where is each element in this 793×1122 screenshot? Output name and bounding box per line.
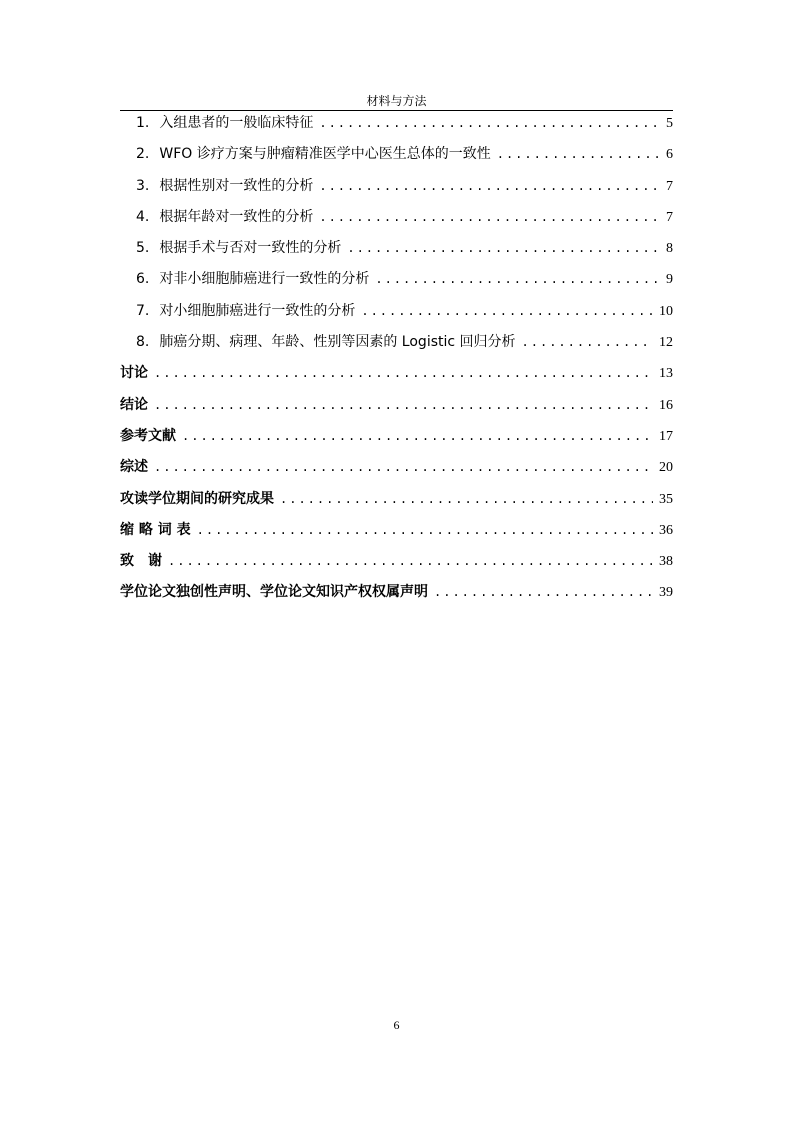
toc-chapter-entry[interactable]: [120, 551, 673, 582]
dot-leader: [280, 489, 653, 509]
running-header: 材料与方法: [366, 94, 427, 108]
dot-leader: [154, 395, 653, 415]
toc-entry-title: 根据性别对一致性的分析: [159, 177, 314, 194]
toc-entry-page: 6: [666, 147, 673, 163]
toc-chapter-page: 16: [659, 397, 673, 413]
dot-leader: [497, 144, 660, 164]
toc-entry[interactable]: [120, 269, 673, 300]
dot-leader: [197, 520, 653, 540]
dot-leader: [347, 238, 660, 258]
toc-chapter-title: 结论: [120, 396, 148, 413]
toc-chapter-entry[interactable]: [120, 426, 673, 457]
toc-chapter-page: 36: [659, 522, 673, 538]
toc-entry-number: 7.: [136, 302, 150, 319]
toc-entry[interactable]: [120, 176, 673, 207]
toc-chapter-title: 攻读学位期间的研究成果: [120, 490, 274, 507]
dot-leader: [154, 363, 653, 383]
toc-chapter-title: 学位论文独创性声明、学位论文知识产权权属声明: [120, 584, 428, 601]
toc-entry-page: 5: [666, 116, 673, 131]
toc-entry-number: 2.: [136, 146, 150, 163]
dot-leader: [434, 582, 653, 602]
toc-entry-page: 8: [666, 241, 673, 257]
toc-entry-title: WFO 诊疗方案与肿瘤精准医学中心医生总体的一致性: [159, 146, 491, 163]
dot-leader: [522, 332, 653, 352]
toc-chapter-entry[interactable]: [120, 489, 673, 520]
dot-leader: [319, 207, 660, 227]
toc-entry-number: 1.: [136, 115, 150, 131]
toc-chapter-entry[interactable]: [120, 395, 673, 426]
toc-entry-title: 对非小细胞肺癌进行一致性的分析: [159, 271, 370, 288]
toc-entry-title: 根据手术与否对一致性的分析: [159, 240, 342, 257]
toc-chapter-page: 17: [659, 428, 673, 444]
toc-chapter-page: 38: [659, 554, 673, 570]
toc-entry[interactable]: [120, 144, 673, 175]
toc-chapter-entry[interactable]: [120, 520, 673, 551]
toc-entry-number: 5.: [136, 240, 150, 257]
toc-entry[interactable]: [120, 332, 673, 363]
toc-chapter-page: 13: [659, 366, 673, 382]
dot-leader: [182, 426, 653, 446]
toc-entry-number: 8.: [136, 334, 150, 351]
toc-entry-number: 3.: [136, 177, 150, 194]
toc-entry[interactable]: [120, 113, 673, 144]
toc-entry[interactable]: [120, 301, 673, 332]
toc-entry-page: 7: [666, 209, 673, 225]
toc-entry-page: 9: [666, 272, 673, 288]
toc-chapter-title: 综述: [120, 459, 148, 476]
toc-chapter-entry[interactable]: [120, 363, 673, 394]
toc-chapter-entry[interactable]: [120, 457, 673, 488]
toc-entry-number: 4.: [136, 208, 150, 225]
toc-entry-page: 12: [659, 335, 673, 351]
dot-leader: [319, 176, 660, 196]
toc-entry[interactable]: [120, 238, 673, 269]
toc-chapter-title: 缩 略 词 表: [120, 521, 191, 538]
dot-leader: [154, 457, 653, 477]
toc-entry-title: 入组患者的一般临床特征: [159, 115, 314, 131]
toc-chapter-title: 参考文献: [120, 427, 176, 444]
toc-entry-page: 7: [666, 178, 673, 194]
toc-chapter-page: 39: [659, 585, 673, 601]
toc-entry-title: 根据年龄对一致性的分析: [159, 208, 314, 225]
toc-entry-title: 肺癌分期、病理、年龄、性别等因素的 Logistic 回归分析: [159, 334, 516, 351]
header-rule: [120, 110, 673, 111]
dot-leader: [375, 269, 660, 289]
toc-chapter-title: 致 谢: [120, 553, 162, 570]
toc-chapter-page: 35: [659, 491, 673, 507]
toc-entry-number: 6.: [136, 271, 150, 288]
toc-chapter-page: 20: [659, 460, 673, 476]
toc-chapter-title: 讨论: [120, 365, 148, 382]
toc-entry[interactable]: [120, 207, 673, 238]
table-of-contents: [120, 113, 673, 614]
toc-entry-page: 10: [659, 303, 673, 319]
toc-entry-title: 对小细胞肺癌进行一致性的分析: [159, 302, 356, 319]
page-number: 6: [393, 1018, 400, 1032]
dot-leader: [168, 551, 653, 571]
dot-leader: [361, 301, 653, 321]
dot-leader: [319, 113, 660, 133]
toc-chapter-entry[interactable]: [120, 582, 673, 613]
